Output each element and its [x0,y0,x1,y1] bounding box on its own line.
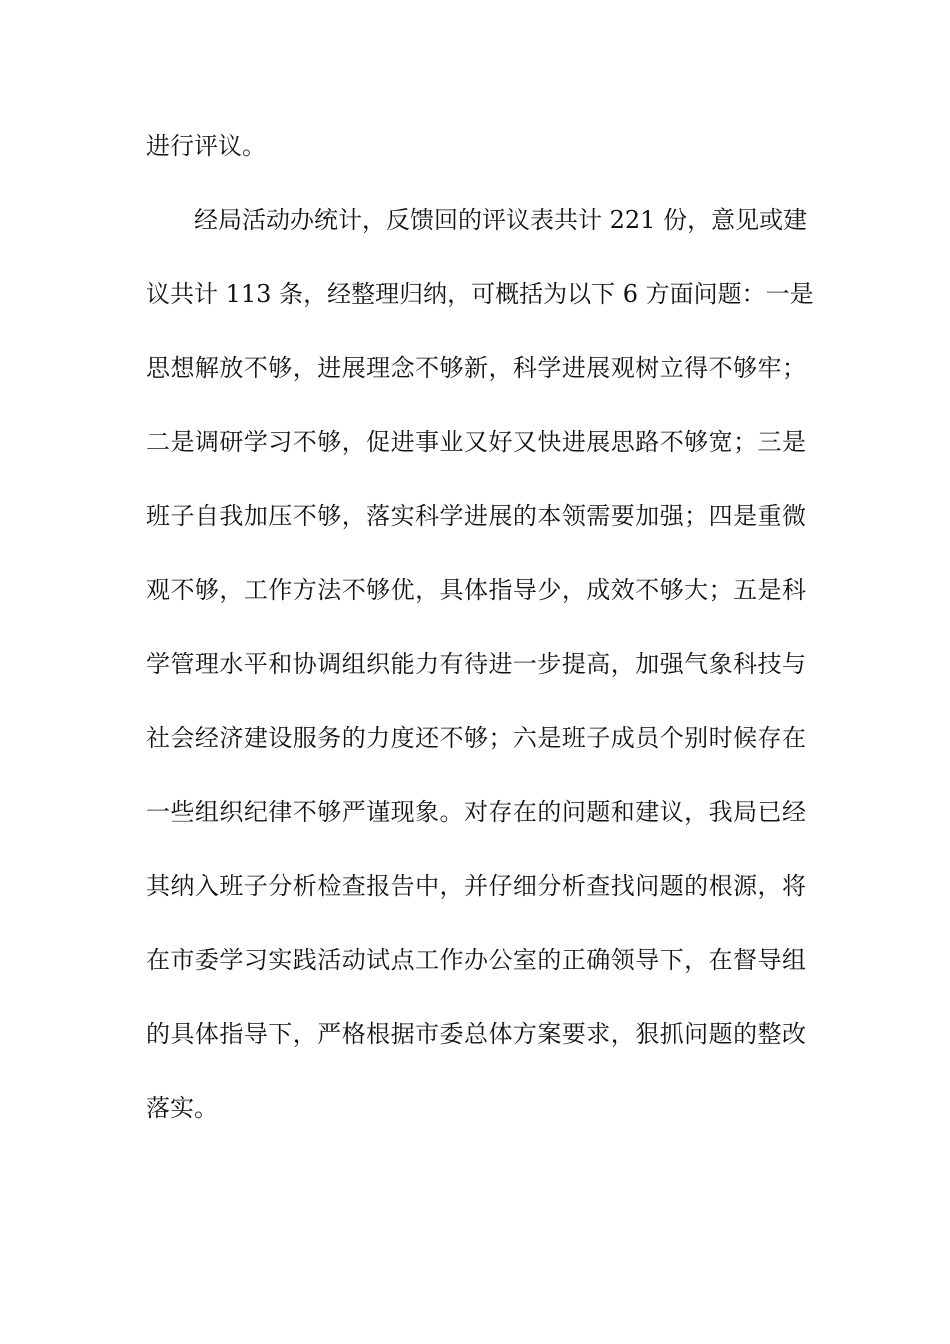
text-line: 的具体指导下，严格根据市委总体方案要求，狠抓问题的整改 [146,1020,806,1048]
text-line: 观不够，工作方法不够优，具体指导少，成效不够大；五是科 [146,576,806,604]
text-line: 学管理水平和协调组织能力有待进一步提高，加强气象科技与 [146,650,806,678]
text-line: 社会经济建设服务的力度还不够；六是班子成员个别时候存在 [146,724,806,752]
text-line: 在市委学习实践活动试点工作办公室的正确领导下，在督导组 [146,946,806,974]
text-line: 其纳入班子分析检查报告中，并仔细分析查找问题的根源，将 [146,872,806,900]
text-line: 二是调研学习不够，促进事业又好又快进展思路不够宽；三是 [146,428,806,456]
text-line: 议共计 113 条，经整理归纳，可概括为以下 6 方面问题：一是 [146,280,814,308]
text-line: 进行评议。 [146,132,266,160]
text-line: 一些组织纪律不够严谨现象。对存在的问题和建议，我局已经 [146,798,806,826]
text-line: 落实。 [146,1094,218,1122]
text-line: 思想解放不够，进展理念不够新，科学进展观树立得不够牢； [146,354,806,382]
text-line: 班子自我加压不够，落实科学进展的本领需要加强；四是重微 [146,502,806,530]
paragraph-first-line: 经局活动办统计，反馈回的评议表共计 221 份，意见或建 [194,206,808,234]
